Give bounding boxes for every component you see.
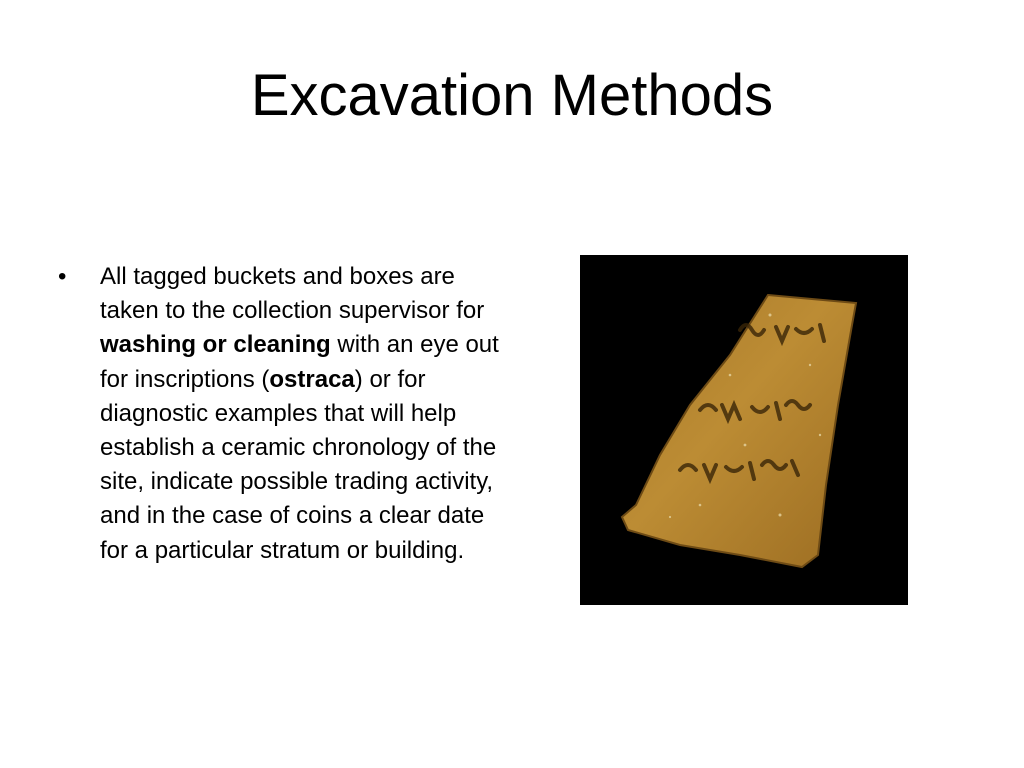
bullet-marker: • [58, 263, 67, 290]
bullet-text-bold-washing: washing or cleaning [100, 331, 331, 359]
slide-title: Excavation Methods [250, 63, 774, 128]
ostracon-photo [580, 255, 908, 605]
bullet-text-seg1: All tagged buckets and boxes are taken to the collection supervisor for [100, 263, 485, 325]
bullet-text-seg5: ) or for diagnostic examples that will help establish a ceramic chronology of the site, indicate possible trading activity, and in the case of coins a clear date for a particular stratum or building. [100, 365, 497, 564]
bullet-item [58, 260, 508, 568]
bullet-text-seg3: with an eye out for inscriptions ( [100, 331, 499, 393]
bullet-text-bold-ostraca: ostraca [269, 365, 355, 393]
bullet-list [58, 260, 508, 568]
ostracon-image [580, 255, 908, 605]
bullet-text [100, 260, 500, 568]
